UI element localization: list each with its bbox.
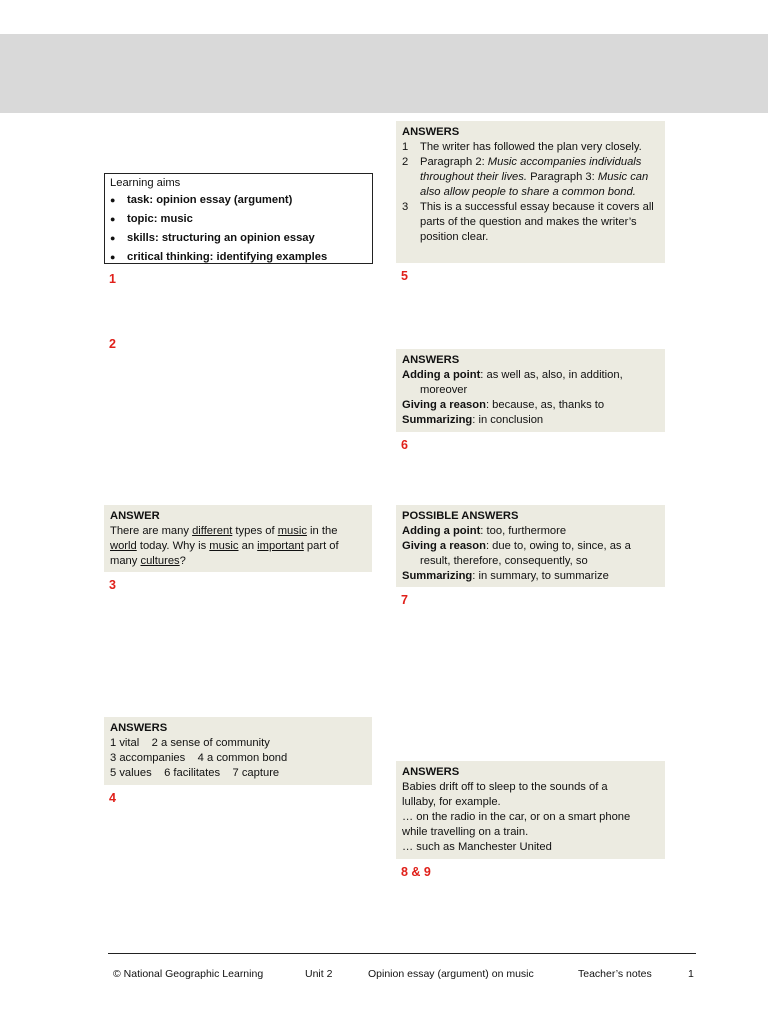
answer-line: Giving a reason: because, as, thanks to xyxy=(402,399,605,411)
footer-topic: Opinion essay (argument) on music xyxy=(368,968,534,980)
answer-line: 5 values 6 facilitates 7 capture xyxy=(110,767,280,779)
answer-line: Adding a point: as well as, also, in addition, xyxy=(402,369,623,381)
answer-heading: ANSWERS xyxy=(402,354,460,366)
section-number-6: 6 xyxy=(401,438,408,452)
answer-line: There are many different types of music in the xyxy=(110,525,338,537)
answer-heading: ANSWERS xyxy=(110,722,168,734)
answer-line: Babies drift off to sleep to the sounds of a xyxy=(402,781,608,793)
answer-heading: ANSWER xyxy=(110,510,160,522)
answer-box-6 xyxy=(396,349,665,432)
answer-item: 2 Paragraph 2: Music accompanies individuals throughout their lives. Paragraph 3: Music can also allow people to share a common bond. xyxy=(402,156,649,198)
answer-box-8-9 xyxy=(396,761,665,859)
answer-item: 1 The writer has followed the plan very closely. xyxy=(402,141,642,153)
answer-box-7 xyxy=(396,505,665,587)
answer-line: … such as Manchester United xyxy=(402,841,552,853)
answer-line: 3 accompanies 4 a common bond xyxy=(110,752,288,764)
section-number-8-9: 8 & 9 xyxy=(401,865,431,879)
learning-aim-item: ● skills: structuring an opinion essay xyxy=(110,229,367,248)
answer-box-3 xyxy=(104,505,372,572)
answer-box-5 xyxy=(396,121,665,263)
answer-line: Giving a reason: due to, owing to, since, as a xyxy=(402,540,631,552)
answer-line: moreover xyxy=(420,384,468,396)
learning-aim-item: ● critical thinking: identifying examples xyxy=(110,248,367,267)
answer-line: Summarizing: in summary, to summarize xyxy=(402,570,609,582)
answer-heading: POSSIBLE ANSWERS xyxy=(402,510,519,522)
footer-copyright: © National Geographic Learning xyxy=(113,968,264,980)
answer-line: 1 vital 2 a sense of community xyxy=(110,737,270,749)
learning-aims-title: Learning aims xyxy=(110,177,181,189)
answer-heading: ANSWERS xyxy=(402,126,460,138)
section-number-1: 1 xyxy=(109,272,116,286)
section-number-4: 4 xyxy=(109,791,116,805)
answer-heading: ANSWERS xyxy=(402,766,460,778)
header-band xyxy=(0,34,768,113)
section-number-3: 3 xyxy=(109,578,116,592)
learning-aims-box xyxy=(104,173,373,264)
answer-line: Summarizing: in conclusion xyxy=(402,414,544,426)
footer-unit: Unit 2 xyxy=(305,968,333,980)
answer-line: lullaby, for example. xyxy=(402,796,501,808)
answer-line: world today. Why is music an important part of xyxy=(110,540,339,552)
section-number-5: 5 xyxy=(401,269,408,283)
answer-box-4 xyxy=(104,717,372,785)
learning-aims-list xyxy=(110,191,367,267)
learning-aim-item: ● topic: music xyxy=(110,210,367,229)
answer-line: while travelling on a train. xyxy=(402,826,529,838)
learning-aim-item: ● task: opinion essay (argument) xyxy=(110,191,367,210)
answer-line: … on the radio in the car, or on a smart phone xyxy=(402,811,631,823)
answer-line: Adding a point: too, furthermore xyxy=(402,525,567,537)
section-number-7: 7 xyxy=(401,593,408,607)
footer-notes: Teacher’s notes xyxy=(578,968,652,980)
answer-line: many cultures? xyxy=(110,555,186,567)
footer-divider xyxy=(108,953,696,954)
footer-page-number: 1 xyxy=(688,968,694,980)
section-number-2: 2 xyxy=(109,337,116,351)
answer-item: 3 This is a successful essay because it covers all parts of the question and makes the writer’s position clear. xyxy=(402,201,654,243)
answer-line: result, therefore, consequently, so xyxy=(420,555,588,567)
